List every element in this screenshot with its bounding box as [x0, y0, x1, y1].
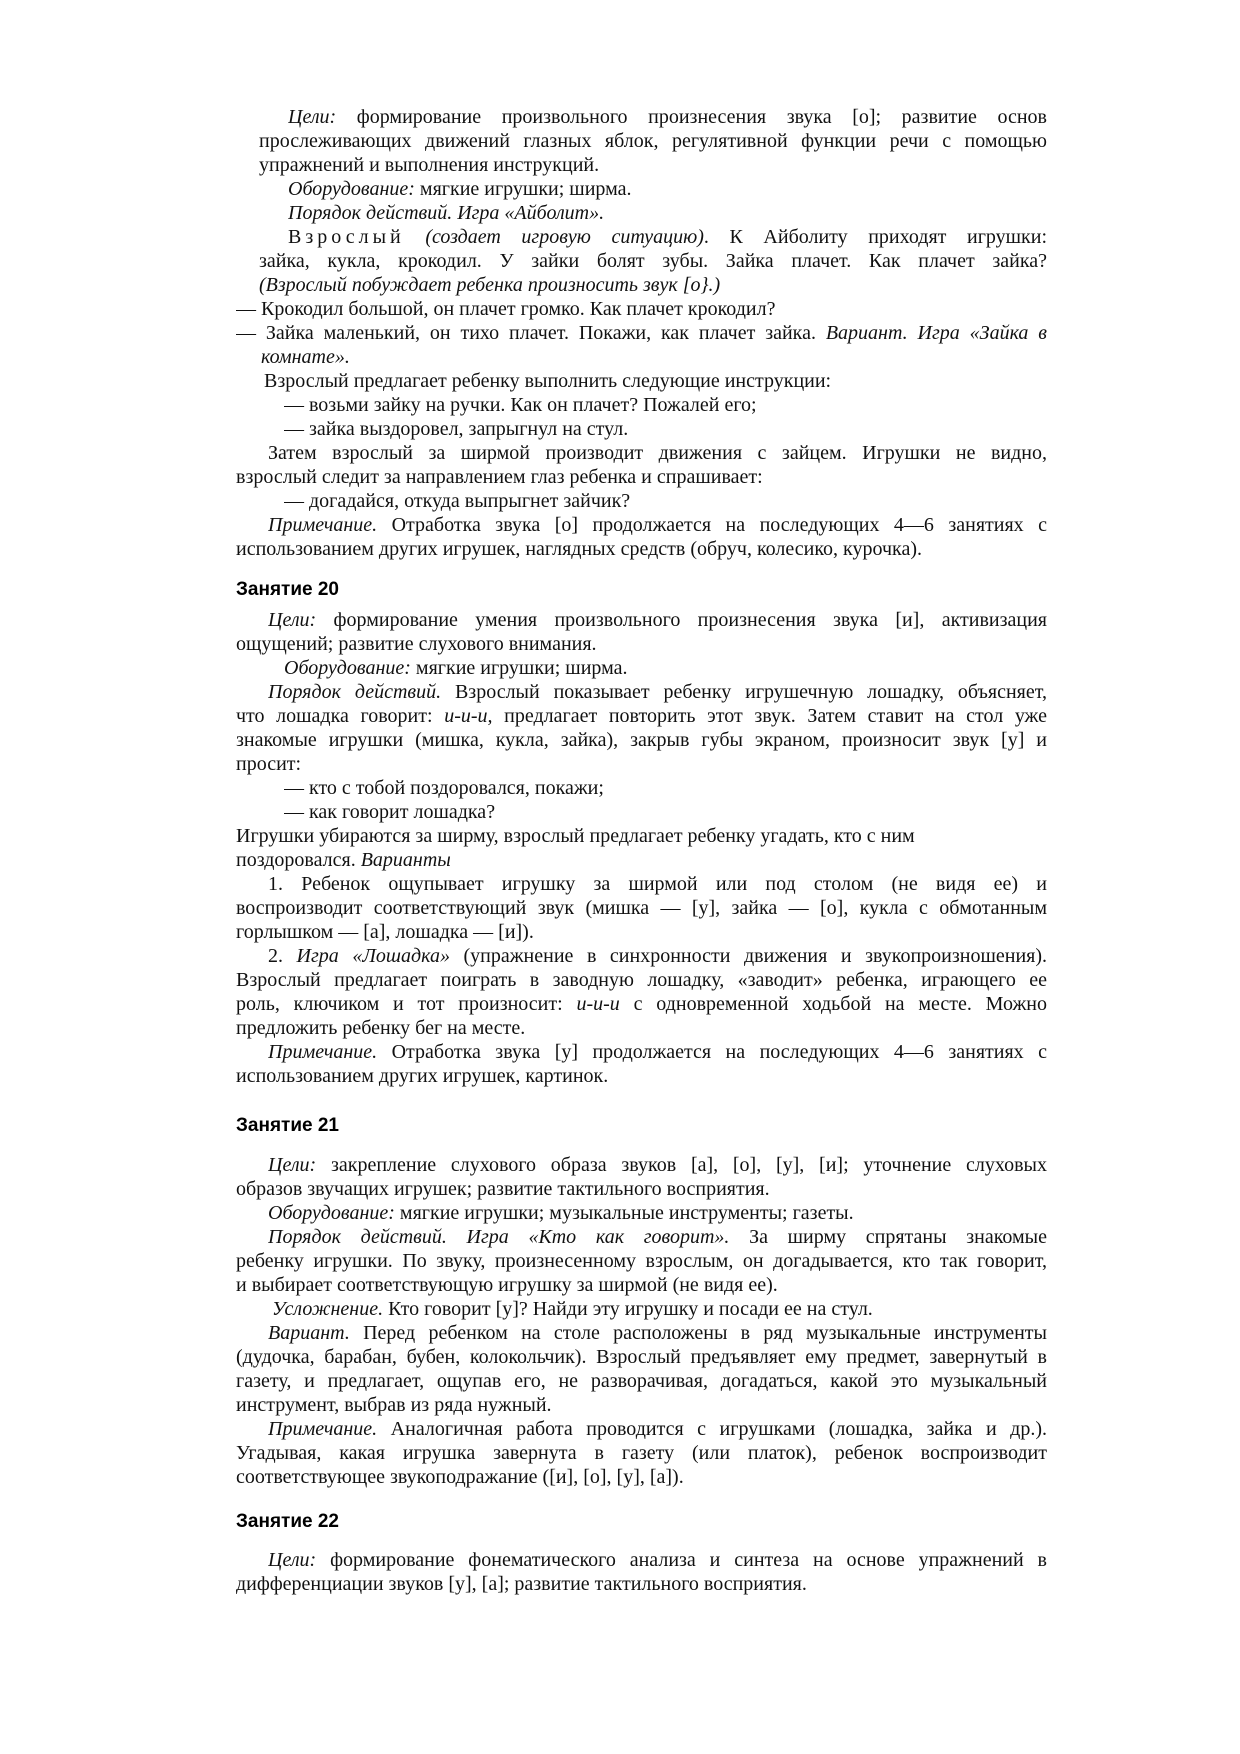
- lesson-body: [236, 1153, 1047, 1489]
- paragraph: [236, 1548, 1047, 1596]
- text-line: просит:: [236, 753, 302, 775]
- lesson-heading: Занятие 21: [236, 1115, 339, 1136]
- paragraph: [236, 1297, 1047, 1321]
- text-run: роль, ключиком и тот произносит:: [236, 993, 577, 1015]
- italic-text: Примечание.: [268, 514, 378, 536]
- italic-text: Оборудование:: [288, 178, 415, 200]
- text-run: Перед ребенком на столе расположены в ряд музыкальные инструменты: [349, 1322, 1047, 1344]
- text-run: мягкие игрушки; музыкальные инструменты; газеты.: [394, 1202, 854, 1224]
- paragraph: [236, 944, 1047, 1040]
- text-line: [261, 345, 1047, 369]
- text-line: [272, 1297, 1047, 1321]
- text-line: [268, 1201, 1047, 1225]
- paragraph: [236, 489, 1047, 513]
- text-run: Взрослый показывает ребенку игрушечную лошадку, объясняет,: [441, 681, 1047, 703]
- text-line: [288, 105, 1047, 129]
- italic-text: Варианты: [360, 849, 451, 871]
- text-line: и выбирает соответствующую игрушку за ширмой (не видя ее).: [236, 1274, 778, 1296]
- text-run: — Зайка маленький, он тихо плачет. Покажи, как плачет зайка.: [236, 322, 826, 344]
- italic-text: Цели:: [288, 106, 337, 128]
- text-line: [268, 1417, 1047, 1441]
- paragraph: [236, 1201, 1047, 1225]
- text-line: (дудочка, барабан, бубен, колокольчик). Взрослый предъявляет ему предмет, завернутый в: [236, 1346, 1047, 1368]
- text-run: формирование произвольного произнесения звука [о]; развитие основ: [336, 106, 1047, 128]
- paragraph: [236, 1040, 1047, 1088]
- text-line: предложить ребенку бег на месте.: [236, 1017, 526, 1039]
- italic-text: комнате».: [261, 346, 350, 368]
- text-line: использованием других игрушек, наглядных средств (обруч, колесико, курочка).: [236, 538, 922, 560]
- text-line: прослеживающих движений глазных яблок, регулятивной функции речи с помощью: [259, 130, 1047, 152]
- text-run: мягкие игрушки; ширма.: [410, 657, 628, 679]
- paragraph: [236, 1321, 1047, 1417]
- paragraph: [236, 776, 1047, 800]
- text-line: — возьми зайку на ручки. Как он плачет? Пожалей его;: [284, 394, 757, 416]
- paragraph: [236, 177, 1047, 201]
- paragraph: [236, 800, 1047, 824]
- text-run: предлагает повторить этот звук. Затем ставит на стол уже: [492, 705, 1047, 727]
- text-run: Кто говорит [у]? Найди эту игрушку и посади ее на стул.: [383, 1298, 873, 1320]
- text-line: упражнений и выполнения инструкций.: [259, 154, 600, 176]
- text-run: что лошадка говорит:: [236, 705, 445, 727]
- italic-text: (создает игровую ситуацию): [425, 226, 704, 248]
- paragraph: [236, 824, 1047, 872]
- text-line: образов звучащих игрушек; развитие тактильного восприятия.: [236, 1178, 770, 1200]
- text-run: 2.: [268, 945, 297, 967]
- text-run: Отработка звука [о] продолжается на последующих 4—6 занятиях с: [377, 514, 1047, 536]
- text-line: знакомые игрушки (мишка, кукла, зайка), закрыв губы экраном, произносит звук [у] и: [236, 729, 1047, 751]
- text-line: соответствующее звукоподражание ([и], [о], [у], [а]).: [236, 1466, 684, 1488]
- paragraph: [236, 417, 1047, 441]
- paragraph: [236, 297, 1047, 321]
- text-run: мягкие игрушки; ширма.: [414, 178, 632, 200]
- italic-text: Примечание.: [268, 1418, 378, 1440]
- text-line: Взрослый предлагает поиграть в заводную лошадку, «заводит» ребенка, играющего ее: [236, 969, 1047, 991]
- text-run: формирование фонематического анализа и синтеза на основе упражнений в: [316, 1549, 1047, 1571]
- italic-text: Оборудование:: [284, 657, 411, 679]
- text-line: [288, 201, 1047, 225]
- text-line: [288, 225, 1047, 249]
- text-line: [236, 704, 1047, 728]
- paragraph: [236, 321, 1047, 369]
- paragraph: [236, 656, 1047, 680]
- lesson-heading: Занятие 22: [236, 1511, 339, 1532]
- text-run: поздоровался.: [236, 849, 361, 871]
- italic-text: Цели:: [268, 609, 317, 631]
- text-line: — как говорит лошадка?: [284, 801, 496, 823]
- paragraph: [236, 1225, 1047, 1297]
- text-line: [288, 177, 1047, 201]
- text-line: горлышком — [а], лошадка — [и]).: [236, 921, 534, 943]
- lesson-heading: Занятие 20: [236, 579, 339, 600]
- text-run: формирование умения произвольного произнесения звука [и], активизация: [316, 609, 1047, 631]
- italic-text: Оборудование:: [268, 1202, 395, 1224]
- italic-text: Цели:: [268, 1154, 317, 1176]
- text-line: [268, 944, 1047, 968]
- text-line: — догадайся, откуда выпрыгнет зайчик?: [284, 490, 631, 512]
- paragraph: [236, 441, 1047, 489]
- text-line: [268, 513, 1047, 537]
- italic-text: Цели:: [268, 1549, 317, 1571]
- text-line: 1. Ребенок ощупывает игрушку за ширмой или под столом (не видя ее) и: [268, 873, 1047, 895]
- italic-text: и-и-и: [576, 993, 620, 1015]
- italic-text: Усложнение.: [272, 1298, 384, 1320]
- text-line: взрослый следит за направлением глаз ребенка и спрашивает:: [236, 466, 763, 488]
- text-line: [268, 680, 1047, 704]
- text-line: [268, 1225, 1047, 1249]
- text-line: Взрослый предлагает ребенку выполнить следующие инструкции:: [264, 370, 832, 392]
- text-line: Игрушки убираются за ширму, взрослый предлагает ребенку угадать, кто с ним: [236, 825, 915, 847]
- paragraph: [236, 201, 1047, 225]
- text-line: дифференциации звуков [у], [а]; развитие тактильного восприятия.: [236, 1573, 807, 1595]
- text-line: [268, 1153, 1047, 1177]
- italic-text: Порядок действий.: [268, 681, 442, 703]
- text-run: Аналогичная работа проводится с игрушками (лошадка, зайка и др.).: [377, 1418, 1047, 1440]
- text-line: [236, 321, 1047, 345]
- text-run: (упражнение в синхронности движения и звукопроизношения).: [449, 945, 1047, 967]
- text-line: газету, и предлагает, ощупав его, не разворачивая, догадаться, какой это музыкальный: [236, 1370, 1047, 1392]
- lesson-body: [236, 105, 1047, 561]
- text-line: использованием других игрушек, картинок.: [236, 1065, 609, 1087]
- spaced-text: Взрослый: [288, 226, 405, 248]
- paragraph: [236, 105, 1047, 177]
- italic-text: Игра «Лошадка»: [296, 945, 450, 967]
- text-run: [405, 226, 426, 248]
- text-run: Отработка звука [у] продолжается на последующих 4—6 занятиях с: [377, 1041, 1047, 1063]
- text-run: . К Айболиту приходят игрушки:: [703, 226, 1047, 248]
- paragraph: [236, 680, 1047, 776]
- italic-text: Вариант.: [268, 1322, 350, 1344]
- paragraph: [236, 1153, 1047, 1201]
- paragraph: [236, 369, 1047, 393]
- text-line: ребенку игрушки. По звуку, произнесенному взрослым, он догадывается, кто так говорит,: [236, 1250, 1047, 1272]
- text-line: ощущений; развитие слухового внимания.: [236, 633, 597, 655]
- paragraph: [236, 608, 1047, 656]
- paragraph: [236, 225, 1047, 297]
- text-line: — кто с тобой поздоровался, покажи;: [284, 777, 604, 799]
- text-run: закрепление слухового образа звуков [а], [о], [у], [и]; уточнение слуховых: [316, 1154, 1047, 1176]
- text-line: [268, 1321, 1047, 1345]
- text-line: [236, 992, 1047, 1016]
- text-line: инструмент, выбрав из ряда нужный.: [236, 1394, 552, 1416]
- text-line: [284, 656, 1047, 680]
- paragraph: [236, 872, 1047, 944]
- text-line: [236, 848, 1047, 872]
- text-line: воспроизводит соответствующий звук (мишка — [у], зайка — [о], кукла с обмотанным: [236, 897, 1047, 919]
- italic-text: Примечание.: [268, 1041, 378, 1063]
- text-line: Затем взрослый за ширмой производит движения с зайцем. Игрушки не видно,: [268, 442, 1047, 464]
- paragraph: [236, 393, 1047, 417]
- text-line: — Крокодил большой, он плачет громко. Как плачет крокодил?: [236, 298, 776, 320]
- text-line: [268, 608, 1047, 632]
- text-run: с одновременной ходьбой на месте. Можно: [619, 993, 1047, 1015]
- text-run: За ширму спрятаны знакомые: [729, 1226, 1047, 1248]
- italic-text: Порядок действий. Игра «Кто как говорит».: [268, 1226, 730, 1248]
- italic-text: Вариант. Игра «Зайка в: [825, 322, 1047, 344]
- italic-text: и-и-и,: [444, 705, 493, 727]
- text-line: [268, 1040, 1047, 1064]
- text-line: — зайка выздоровел, запрыгнул на стул.: [284, 418, 629, 440]
- text-line: Угадывая, какая игрушка завернута в газету (или платок), ребенок воспроизводит: [236, 1442, 1047, 1464]
- paragraph: [236, 513, 1047, 561]
- italic-text: (Взрослый побуждает ребенка произносить звук [о}.): [259, 274, 721, 296]
- text-line: [259, 273, 1047, 297]
- text-line: [268, 1548, 1047, 1572]
- paragraph: [236, 1417, 1047, 1489]
- lesson-body: [236, 1548, 1047, 1596]
- text-line: зайка, кукла, крокодил. У зайки болят зубы. Зайка плачет. Как плачет зайка?: [259, 250, 1047, 272]
- lesson-body: [236, 608, 1047, 1088]
- italic-text: Порядок действий. Игра «Айболит».: [288, 202, 605, 224]
